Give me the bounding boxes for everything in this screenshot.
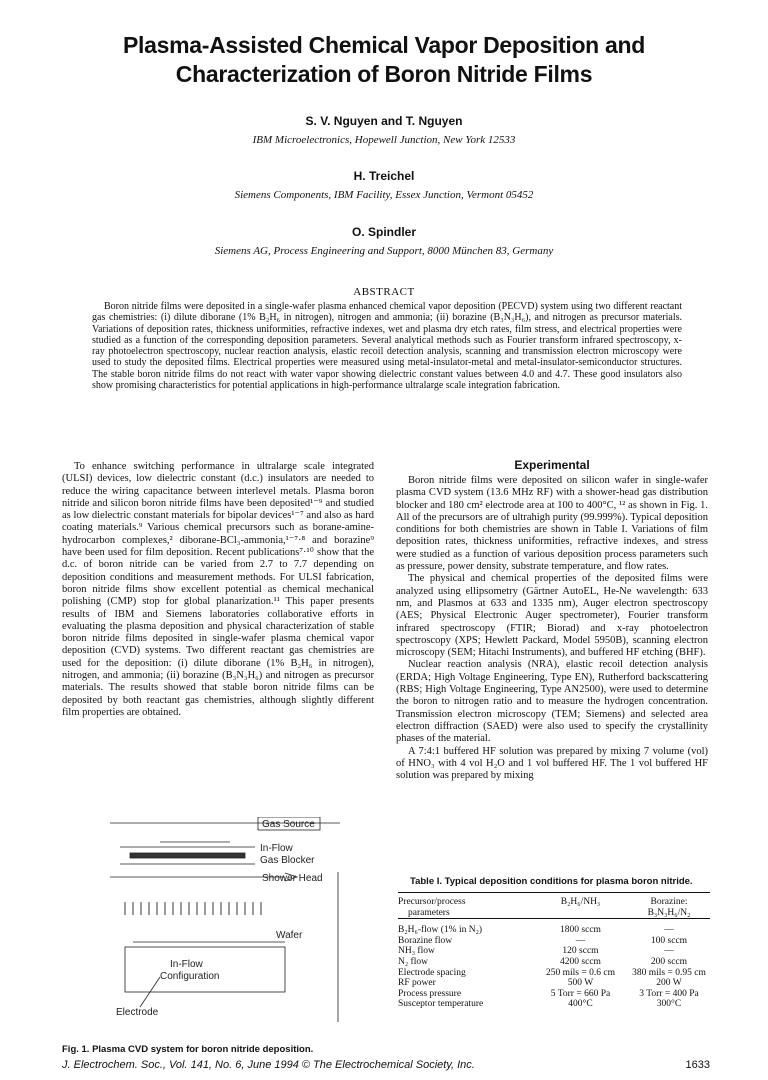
label-inflow-config-1: In-Flow (170, 959, 203, 970)
figure-1-diagram (100, 817, 350, 1042)
experimental-heading: Experimental (514, 458, 590, 472)
gas-blocker-plate (130, 853, 245, 858)
table-row: N₂ flow 4200 sccm 200 sccm (398, 956, 688, 967)
author-affiliation-2: Siemens Components, IBM Facility, Essex Junction, Vermont 05452 (234, 189, 534, 201)
author-names-3: O. Spindler (351, 225, 416, 239)
table-row: B₂H₆-flow (1% in N₂) 1800 sccm — (398, 919, 710, 936)
table-row: RF power 500 W 200 W (398, 978, 682, 989)
table-row: NH₃ flow 120 sccm — (398, 946, 674, 957)
title-line-1: Plasma-Assisted Chemical Vapor Deposition and (122, 32, 646, 58)
experimental-paragraph-4: A 7:4:1 buffered HF solution was prepared by mixing 7 volume (vol) of HNO₃ with 4 vol H₂O and 1 vol buffered HF. The 1 vol buffered HF solution was prepared by mixing (396, 745, 708, 782)
table-header-cell: B₂H₆/NH₃ (560, 897, 601, 907)
page-footer (62, 1059, 710, 1071)
experimental-paragraph-3: Nuclear reaction analysis (NRA), elastic recoil detection analysis (ERDA; High Voltage Engineering, Type EN), Rutherford backscattering (RBS; High Voltage Engineering, Type AN2500), were used to determine the boron to nitrogen ratio and to measure the hydrogen concentration. Transmission electron microscopy (TEM; Siemens) and selected area electron diffraction (SAED) were also used to specify the crystallinity phases of the material. (396, 659, 708, 745)
table-row: Electrode spacing 250 mils = 0.6 cm 380 mils = 0.95 cm (398, 967, 706, 978)
label-inflow-blocker-2: Gas Blocker (260, 855, 315, 866)
table-header-cell: Precursor/process parameters (398, 897, 466, 918)
label-inflow-blocker-1: In-Flow (260, 843, 293, 854)
intro-column (62, 461, 374, 719)
label-shower-head: Shower Head (262, 873, 323, 884)
author-names-2: H. Treichel (353, 169, 415, 183)
intro-paragraph: To enhance switching performance in ultralarge scale integrated (ULSI) devices, low dielectric constant (d.c.) insulators are needed to reduce the wiring capacitance between interlevel metals. Plasma boron nitride and silicon boron nitride films have been deposited¹⁻⁹ and studied as low dielectric constant materials for bipolar devices¹⁻⁷ and also as hard coating materials.⁹ Various chemical precursors such as borane-amine-hydrocarbon complexes,² diborane-BCl₃-ammonia,¹⁻⁷·⁸ and borazine⁹ have been used for film deposition. Recent publications⁷·¹⁰ show that the d.c. of boron nitride can be varied from 2.7 to 7.7 depending on deposition conditions and measurement methods. For ULSI fabrication, boron nitride films show excellent potential as chemical mechanical polishing (CMP) stop for global planarization.¹¹ This paper presents results of IBM and Siemens laboratories collaborative efforts in evaluating the plasma deposition and physical characterization of stable boron nitride films deposited in single-wafer plasma chemical vapor deposition (CVD) systems. Two different reactant gas chemistries are used for the deposition: (i) dilute diborane (1% B₂H₆ in nitrogen), nitrogen, and ammonia; (ii) borazine (B₃N₃H₆) and nitrogen as precursor materials. The results showed that stable boron nitride films can be deposited by both reactant gas chemistries, although slightly different film properties are obtained. (62, 461, 374, 718)
page-number: 1633 (685, 1059, 710, 1071)
table-header-cell: Borazine: B₃N₃H₆/N₂ (647, 897, 691, 918)
paper-title (0, 31, 768, 89)
author-affiliation-1: IBM Microelectronics, Hopewell Junction, New York 12533 (252, 134, 516, 146)
gas-flow-arrows (125, 902, 261, 915)
label-inflow-config-2: Configuration (160, 971, 220, 982)
abstract-body (92, 301, 682, 391)
experimental-paragraph-1: Boron nitride films were deposited on silicon wafer in single-wafer plasma CVD system (13.6 MHz RF) with a shower-head gas distribution blocker and 180 cm² electrode area at 100 to 400°C, ¹² as shown in Fig. 1. All of the precursors are of ultrahigh purity (99.999%). Typical deposition conditions for both chemistries are shown in Table I. Variations of film deposition rates, thickness uniformities, refractive indexes, and stress were studied as a function of various deposition process parameters such as pressure, power density, substrate temperature, and flow rates. (396, 475, 708, 573)
electrode-box (125, 947, 285, 992)
author-names-1: S. V. Nguyen and T. Nguyen (305, 114, 463, 128)
table-1 (398, 892, 710, 1010)
abstract-heading: ABSTRACT (353, 286, 415, 298)
figure-1-caption: Fig. 1. Plasma CVD system for boron nitride deposition. (62, 1044, 314, 1055)
journal-citation: J. Electrochem. Soc., Vol. 141, No. 6, June 1994 © The Electrochemical Society, Inc. (62, 1059, 475, 1071)
abstract-text: Boron nitride films were deposited in a single-wafer plasma enhanced chemical vapor deposition (PECVD) system using two different reactant gas chemistries: (i) dilute diborane (1% B₂H₆ in nitrogen), nitrogen and ammonia; (ii) borazine (B₃N₃H₆), and nitrogen as precursor materials. Variations of deposition rates, thickness uniformities, refractive indexes, wet and plasma dry etch rates, film stress, and electrical properties were studied as a function of the corresponding deposition parameters. Several analytical methods such as Fourier transform infrared spectroscopy, x-ray photoelectron spectroscopy, nuclear reaction analysis, elastic recoil detection analysis, scanning and transmission electron microscopy were used to study the deposited films. Electrical properties were measured using metal-insulator-metal and metal-insulator-semiconductor structures. The stable boron nitride films do not react with water vapor showing dielectric constant values between 4.0 and 4.7. These good insulators also show promising characteristics for potential applications in high-performance ultralarge scale integration fabrication. (92, 301, 682, 392)
title-line-2: Characterization of Boron Nitride Films (175, 61, 593, 87)
table-header-row (398, 893, 710, 919)
experimental-column (396, 475, 708, 782)
table-row: Susceptor temperature 400°C 300°C (398, 999, 682, 1010)
table-1-caption: Table I. Typical deposition conditions for plasma boron nitride. (410, 876, 693, 887)
table-row: Borazine flow — 100 sccm (398, 935, 688, 946)
label-electrode: Electrode (116, 1007, 159, 1018)
author-affiliation-3: Siemens AG, Process Engineering and Support, 8000 München 83, Germany (214, 245, 554, 257)
table-row: Process pressure 5 Torr = 660 Pa 3 Torr = 400 Pa (398, 988, 699, 999)
experimental-paragraph-2: The physical and chemical properties of the deposited films were analyzed using ellipsometry (Gärtner AutoEL, He-Ne wavelength: 633 nm, and Plasmos at 633 and 1335 nm), Auger electron spectroscopy (AES; Physical Electronic Auger spectrometer), Fourier transform infrared spectroscopy (FTIR; Biorad) and x-ray photoelectron spectroscopy (XPS; Hewlett Packard, Model 5950B), scanning electron microscopy (SEM; Hitachi Instruments), and buffered HF etching (BHF). (396, 573, 708, 659)
label-wafer: Wafer (276, 930, 303, 941)
label-gas-source: Gas Source (262, 819, 315, 830)
